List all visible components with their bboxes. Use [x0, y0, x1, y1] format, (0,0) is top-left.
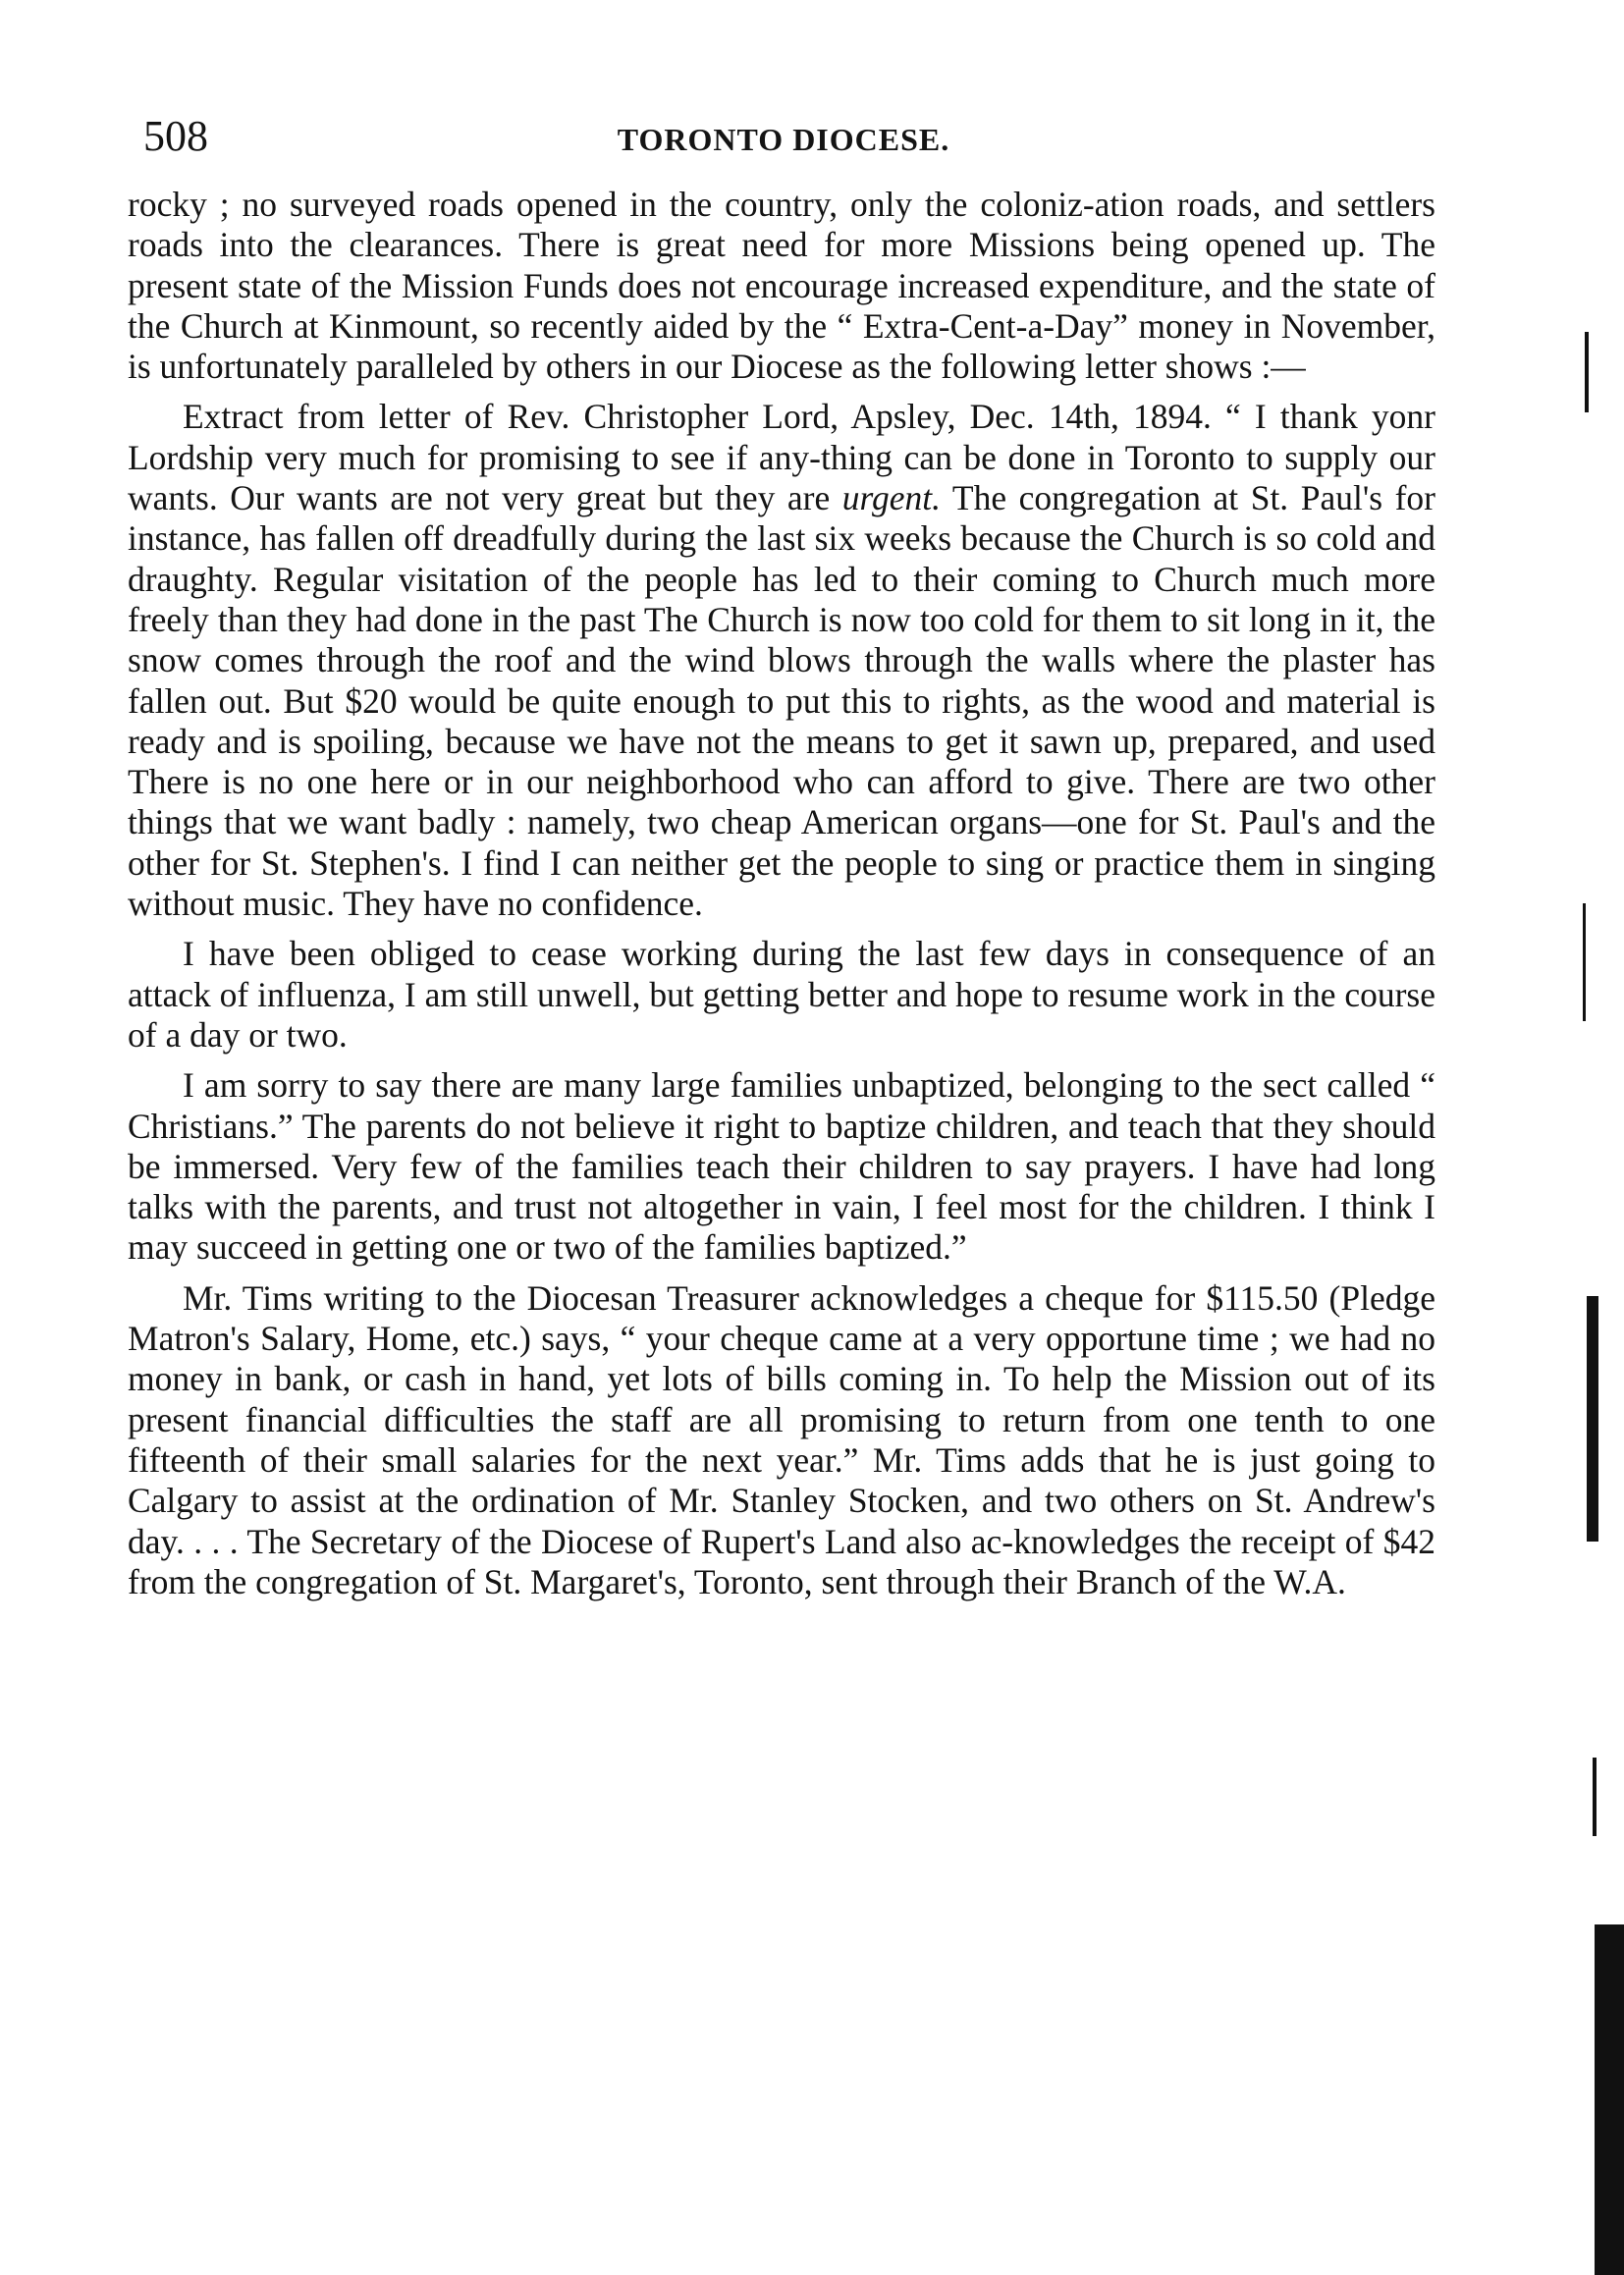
paragraph-continuation: rocky ; no surveyed roads opened in the country, only the coloniz-ation roads, and settlers roads into the clearances. There is great need for more Missions being opened up. The present state of the Mission Funds does not encourage increased expenditure, and the state of the Church at Kinmount, so recently aided by the “ Extra-Cent-a-Day” money in November, is unfortunately paralleled by others in our Diocese as the following letter shows :—	[128, 185, 1435, 387]
letter-text-before: Extract from letter of Rev. Christopher Lord, Apsley, Dec. 14th, 1894. “ I thank yonr Lordship very much for promising to see if any-thing can be done in Toronto to supply our wants. Our wants are not very great but they are	[128, 397, 1435, 518]
letter-text-after: The congregation at St. Paul's for instance, has fallen off dreadfully during the last six weeks because the Church is so cold and draughty. Regular visitation of the people has led to their coming to Church much more freely than they had done in the past The Church is now too cold for them to sit long in it, the snow comes through the roof and the wind blows through the walls where the plaster has fallen out. But $20 would be quite enough to put this to rights, as the wood and material is ready and is spoiling, because we have not the means to get it sawn up, prepared, and used There is no one here or in our neighborhood who can afford to give. There are two other things that we want badly : namely, two cheap American organs—one for St. Paul's and the other for St. Stephen's. I find I can neither get the people to sing or practice them in singing without music. They have no confidence.	[128, 478, 1435, 924]
paragraph-influenza: I have been obliged to cease working during the last few days in consequence of an attack of influenza, I am still unwell, but getting better and hope to resume work in the course of a day or two.	[128, 934, 1435, 1055]
scan-edge-mark	[1583, 903, 1586, 1021]
scan-edge-mark	[1595, 1924, 1624, 2275]
scan-edge-mark	[1585, 332, 1589, 412]
paragraph-unbaptized: I am sorry to say there are many large families unbaptized, belonging to the sect called “ Christians.” The parents do not believe it right to baptize children, and teach that they should be immersed. Very few of the families teach their children to say prayers. I have had long talks with the parents, and trust not altogether in vain, I feel most for the children. I think I may succeed in getting one or two of the families baptized.”	[128, 1065, 1435, 1268]
running-head: TORONTO DIOCESE.	[617, 122, 950, 157]
emphasis-urgent: urgent.	[841, 478, 942, 518]
paragraph-letter-extract	[128, 397, 1435, 924]
scan-edge-mark	[1587, 1296, 1598, 1542]
scan-edge-mark	[1593, 1758, 1597, 1836]
page-number: 508	[143, 112, 208, 160]
page-header	[126, 110, 1441, 169]
body-text	[128, 185, 1435, 1612]
paragraph-mr-tims: Mr. Tims writing to the Diocesan Treasurer acknowledges a cheque for $115.50 (Pledge Matron's Salary, Home, etc.) says, “ your cheque came at a very opportune time ; we had no money in bank, or cash in hand, yet lots of bills coming in. To help the Mission out of its present financial difficulties the staff are all promising to return from one tenth to one fifteenth of their small salaries for the next year.” Mr. Tims adds that he is just going to Calgary to assist at the ordination of Mr. Stanley Stocken, and two others on St. Andrew's day. . . . The Secretary of the Diocese of Rupert's Land also ac-knowledges the receipt of $42 from the congregation of St. Margaret's, Toronto, sent through their Branch of the W.A.	[128, 1277, 1435, 1601]
